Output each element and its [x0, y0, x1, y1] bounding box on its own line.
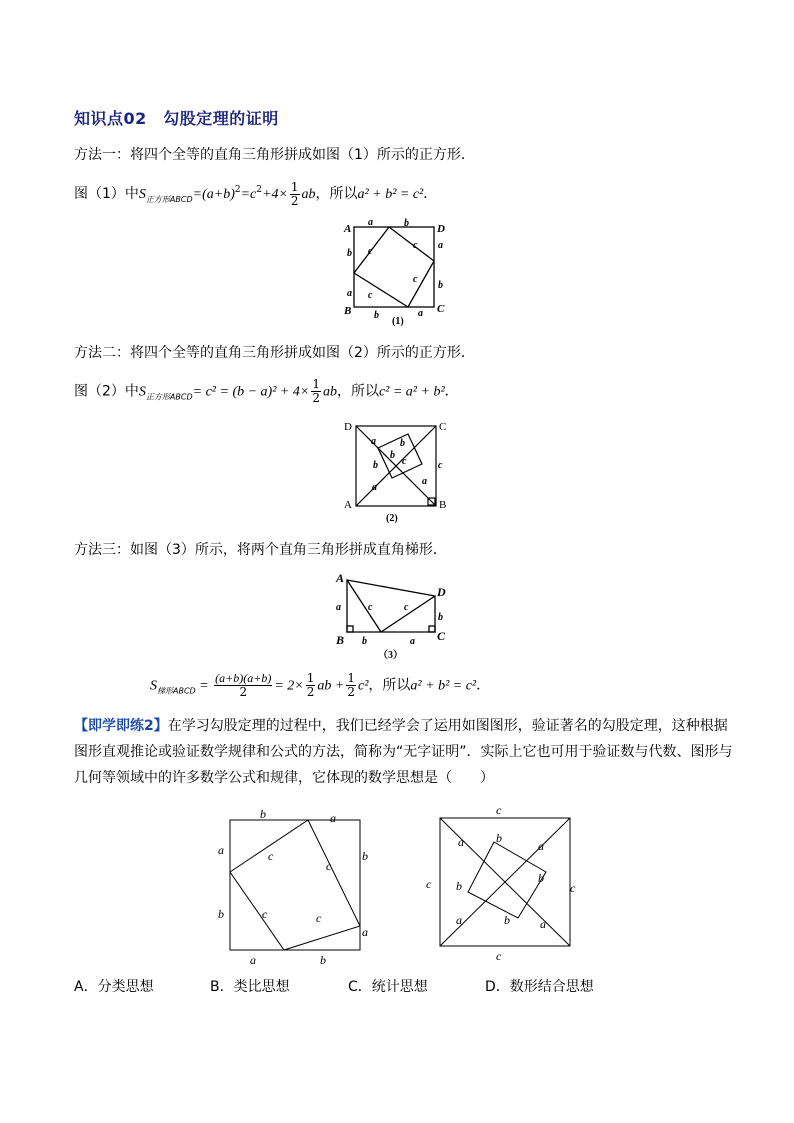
trapezoid: [347, 580, 435, 632]
conclusion: c² = a² + b²: [378, 384, 445, 400]
outer-square: [230, 820, 360, 950]
side-label: a: [372, 482, 377, 493]
side-label: b: [218, 907, 224, 921]
right-angle-mark: [347, 626, 353, 632]
side-label: a: [438, 240, 443, 251]
figure-2: [338, 414, 458, 526]
formula-tail: =c: [240, 187, 257, 202]
side-label: c: [402, 456, 407, 467]
choice-b[interactable]: B．类比思想: [210, 979, 290, 995]
side-label: a: [418, 308, 423, 319]
side-label: c: [438, 460, 443, 471]
formula-body: = c² = (b − a)² + 4×: [192, 384, 310, 400]
figure-caption: （3）: [378, 650, 403, 661]
side-label: a: [336, 602, 341, 613]
right-angle-mark: [429, 626, 435, 632]
formula-subscript: 梯形ABCD: [157, 686, 196, 696]
formula-mid: = 2×: [274, 678, 304, 694]
side-label: b: [373, 460, 378, 471]
fraction: $\frac{1}{2}$: [347, 671, 355, 699]
side-label: c: [413, 274, 418, 285]
inner-square: [230, 820, 360, 950]
side-label: b: [400, 438, 405, 449]
period: ．: [476, 677, 491, 694]
method1-formula: 图（1）中$S_{正方形ABCD}=(a+b)^2=c^2+4\times$ $\frac{1}{2}$ ab，所以a² + b² = c²．: [74, 179, 438, 208]
conclusion: a² + b² = c²: [357, 187, 424, 202]
formula-tail2: +4×: [262, 187, 288, 202]
vertex-label: D: [344, 421, 352, 433]
vertex-label: D: [437, 585, 446, 599]
formula-end: c²: [358, 678, 369, 694]
practice-figure-right: [420, 800, 590, 966]
conclusion-prefix: ，所以: [336, 383, 379, 400]
figure-3: [330, 568, 454, 662]
hypotenuse-line: [347, 580, 381, 632]
formula-mid2: ab +: [317, 678, 345, 694]
vertex-label: B: [344, 305, 352, 317]
practice-figure-left: [210, 806, 380, 970]
vertex-label: D: [437, 223, 445, 235]
practice-question: [74, 713, 734, 791]
fraction: $\frac{(a+b)(a+b)}{2}$: [215, 671, 272, 699]
side-label: c: [326, 859, 332, 873]
side-label: b: [496, 831, 502, 845]
side-label: c: [368, 290, 373, 301]
section-heading: 知识点02 勾股定理的证明: [74, 109, 279, 128]
fraction: $\frac{1}{2}$: [312, 377, 320, 405]
formula-subscript: 正方形ABCD: [145, 195, 193, 204]
side-label: b: [362, 636, 367, 647]
practice-tag: 【即学即练2】: [74, 718, 168, 734]
conclusion-prefix: ，所以: [368, 677, 411, 694]
side-label: a: [330, 811, 336, 825]
side-label: b: [438, 280, 443, 291]
side-label: b: [320, 953, 326, 967]
vertex-label: C: [437, 303, 445, 315]
figure-1: [338, 214, 458, 326]
outer-square: [354, 227, 434, 307]
side-label: a: [371, 436, 376, 447]
side-label: c: [404, 602, 409, 613]
formula-prefix: 图（1）中: [74, 186, 139, 202]
conclusion-prefix: ，所以: [315, 186, 358, 202]
side-label: b: [362, 849, 368, 863]
side-label: b: [456, 879, 462, 893]
method3-intro: 方法三：如图（3）所示，将两个直角三角形拼成直角梯形．: [74, 542, 447, 558]
side-label: b: [260, 807, 266, 821]
vertex-label: C: [437, 629, 446, 643]
side-label: b: [438, 612, 443, 623]
practice-text: 在学习勾股定理的过程中，我们已经学会了运用如图图形，验证著名的勾股定理，这种根据图形直观推论或验证数学规律和公式的方法，简称为“无字证明”．实际上它也可用于验证数与代数、图形与几何等领域中的许多数学公式和规律，它体现的数学思想是（ ）: [74, 718, 733, 786]
side-label: c: [570, 881, 576, 895]
side-label: c: [368, 246, 373, 257]
choice-c[interactable]: C．统计思想: [348, 979, 428, 995]
side-label: a: [422, 476, 427, 487]
side-label: a: [250, 953, 256, 967]
formula-mid: =(a+b): [192, 187, 235, 202]
side-label: b: [347, 248, 352, 259]
side-label: b: [390, 450, 395, 461]
side-label: b: [504, 913, 510, 927]
side-label: b: [404, 218, 409, 229]
fraction: $\frac{1}{2}$: [290, 179, 299, 208]
choice-a[interactable]: A．分类思想: [74, 979, 154, 995]
side-label: c: [413, 240, 418, 251]
side-label: b: [538, 871, 544, 885]
side-label: a: [456, 913, 462, 927]
vertex-label: B: [336, 633, 345, 647]
formula-end: ab: [322, 384, 337, 400]
side-label: a: [538, 839, 544, 853]
formula-subscript: 正方形ABCD: [145, 392, 193, 402]
vertex-label: A: [344, 223, 352, 235]
side-label: c: [496, 949, 502, 963]
period: ．: [444, 383, 459, 400]
side-label: c: [262, 907, 268, 921]
side-label: a: [410, 636, 415, 647]
method2-intro: 方法二：将四个全等的直角三角形拼成如图（2）所示的正方形．: [74, 345, 475, 361]
side-label: a: [368, 217, 373, 228]
side-label: c: [268, 849, 274, 863]
vertex-label: A: [336, 571, 345, 585]
side-label: c: [426, 877, 432, 891]
side-label: a: [218, 843, 224, 857]
method1-intro: 方法一：将四个全等的直角三角形拼成如图（1）所示的正方形．: [74, 147, 475, 163]
side-label: a: [347, 288, 352, 299]
side-label: a: [458, 835, 464, 849]
formula-end: ab: [301, 187, 316, 202]
choice-d[interactable]: D．数形结合思想: [485, 979, 594, 995]
side-label: b: [374, 310, 379, 321]
vertex-label: C: [439, 421, 447, 433]
figure-caption: (1): [392, 316, 404, 326]
method3-formula: $S_{梯形ABCD}$ = $\frac{(a+b)(a+b)}{2}$ = 2× $\frac{1}{2}$ ab + $\frac{1}{2}$ c²，所以a² + b² = c²．: [150, 671, 491, 699]
vertex-label: B: [439, 499, 447, 511]
side-label: a: [362, 925, 368, 939]
side-label: a: [540, 917, 546, 931]
figure-caption: (2): [386, 513, 398, 524]
period: ．: [423, 186, 438, 202]
side-label: c: [368, 602, 373, 613]
method2-formula: 图（2）中$S_{正方形ABCD}= c^2 = (b - a)^2 + 4\times$ $\frac{1}{2}$ ab，所以c² = a² + b²．: [74, 377, 459, 405]
side-label: c: [496, 803, 502, 817]
fraction: $\frac{1}{2}$: [306, 671, 315, 699]
vertex-label: A: [344, 499, 352, 511]
formula-prefix: 图（2）中: [74, 383, 139, 400]
side-label: c: [316, 911, 322, 925]
conclusion: a² + b² = c²: [410, 678, 477, 694]
inner-square: [354, 227, 434, 307]
